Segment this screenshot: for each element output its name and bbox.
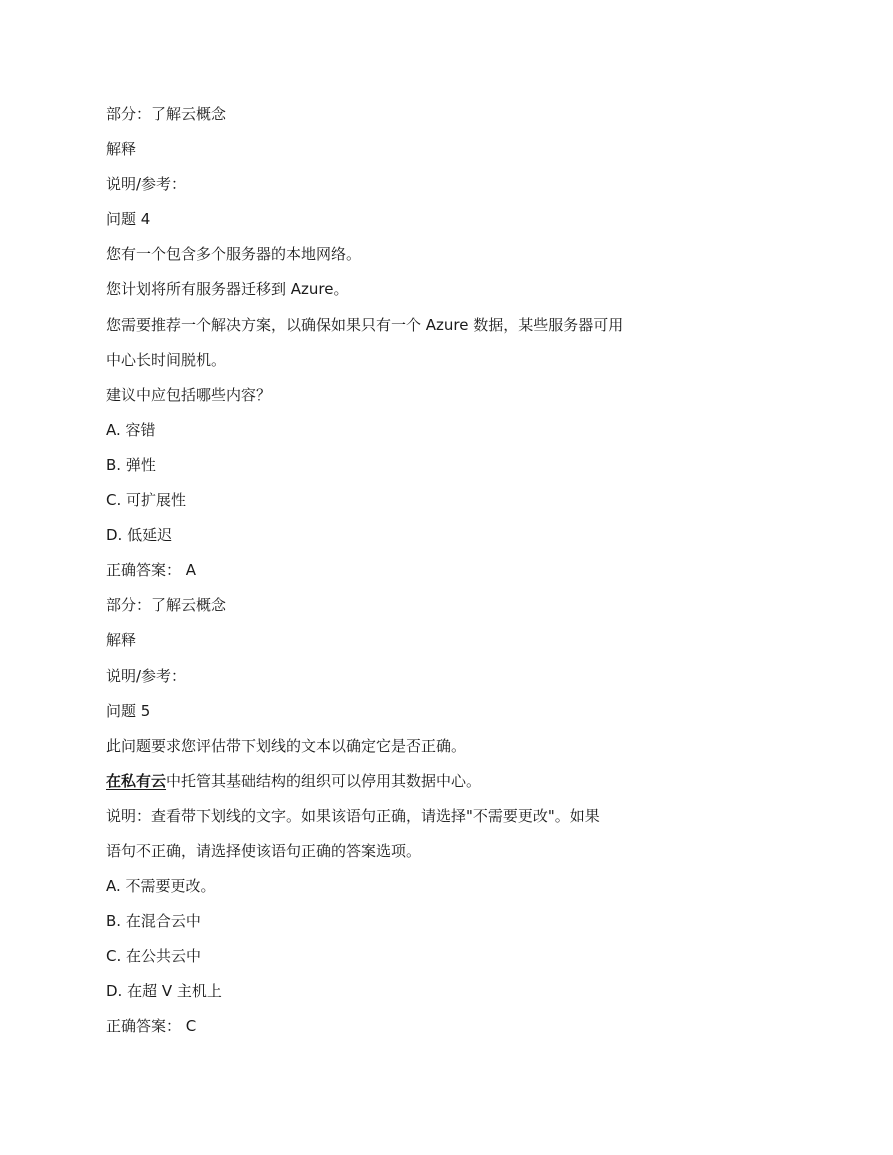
underlined-text: 在私有云	[106, 771, 167, 790]
answer-option: C. 可扩展性	[106, 491, 187, 510]
question-text: 您需要推荐一个解决方案，以确保如果只有一个 Azure 数据，某些服务器可用	[106, 315, 624, 334]
answer-option: B. 弹性	[106, 455, 156, 474]
reference-label: 说明/参考：	[106, 666, 187, 685]
explanation-label: 解释	[106, 631, 137, 650]
answer-option: A. 不需要更改。	[106, 877, 216, 896]
question-number: 问题 4	[106, 210, 151, 229]
question-number: 问题 5	[106, 701, 151, 720]
question-text: 您计划将所有服务器迁移到 Azure。	[106, 280, 349, 299]
answer-option: D. 低延迟	[106, 526, 173, 545]
answer-option: B. 在混合云中	[106, 912, 201, 931]
section-heading: 部分：了解云概念	[106, 105, 227, 123]
explanation-label: 解释	[106, 140, 137, 159]
reference-label: 说明/参考：	[106, 175, 187, 194]
question-text: 此问题要求您评估带下划线的文本以确定它是否正确。	[106, 736, 467, 755]
correct-answer: 正确答案： A	[106, 561, 197, 580]
answer-option: D. 在超 V 主机上	[106, 982, 222, 1001]
question-text: 建议中应包括哪些内容？	[106, 385, 272, 404]
answer-option: C. 在公共云中	[106, 947, 202, 966]
section-heading: 部分：了解云概念	[106, 596, 227, 615]
correct-answer: 正确答案： C	[106, 1017, 197, 1036]
question-text: 中心长时间脱机。	[106, 350, 227, 369]
answer-option: A. 容错	[106, 420, 156, 439]
instruction-text: 说明：查看带下划线的文字。如果该语句正确，请选择"不需要更改"。如果	[106, 806, 600, 825]
document-page	[106, 101, 726, 1049]
statement-rest: 中托管其基础结构的组织可以停用其数据中心。	[166, 771, 482, 790]
instruction-text: 语句不正确，请选择使该语句正确的答案选项。	[106, 841, 422, 860]
question-statement	[106, 768, 726, 803]
question-text: 您有一个包含多个服务器的本地网络。	[106, 245, 362, 264]
